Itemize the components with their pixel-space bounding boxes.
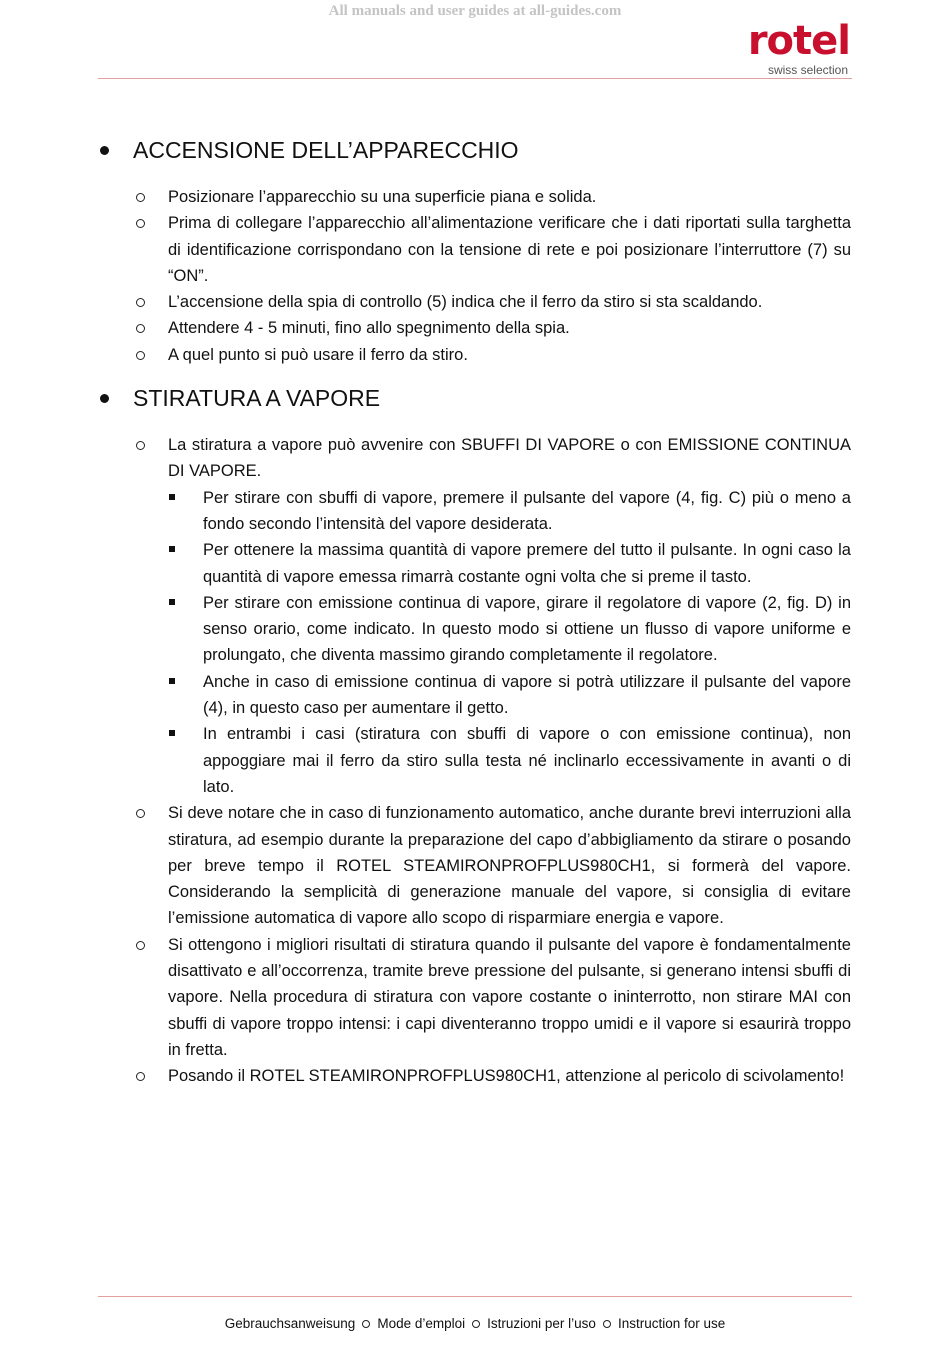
footer-label: Istruzioni per l’uso [487,1316,596,1331]
footer-nav [0,1316,950,1331]
circle-separator-icon [603,1320,611,1328]
item-list [98,432,851,1089]
circle-separator-icon [472,1320,480,1328]
sub-item-text: Anche in caso di emissione continua di vapore si potrà utilizzare il pulsante del vapore (4), in questo caso per aumentare il getto. [203,672,851,718]
brand-name: rotel [747,18,850,64]
square-bullet-icon [169,678,175,684]
item-text: La stiratura a vapore può avvenire con SBUFFI DI VAPORE o con EMISSIONE CONTINUA DI VAPORE. [168,436,851,481]
item-text: Si deve notare che in caso di funzionamento automatico, anche durante brevi interruzioni alla stiratura, ad esempio durante la preparazione del capo d’abbigliamento da stirare o posando per breve tempo il ROTEL STEAMIRONPROFPLUS980CH1, si formerà del vapore. Considerando la semplicità di generazione manuale del vapore, si consiglia di evitare l’emissione automatica di vapore allo scopo di risparmiare energia e vapore. [168,804,851,928]
item-text: Attendere 4 - 5 minuti, fino allo spegnimento della spia. [168,319,570,338]
circle-bullet-icon [136,941,145,950]
section-heading [98,380,851,416]
circle-bullet-icon [136,219,145,228]
section-heading [98,132,851,168]
footer-label: Instruction for use [617,1316,726,1331]
sub-list-item [168,669,851,722]
list-item [98,800,851,931]
square-bullet-icon [169,546,175,552]
section [98,132,851,368]
sub-list-item [168,590,851,669]
circle-bullet-icon [136,324,145,333]
bullet-icon [100,146,109,155]
list-item [98,289,851,315]
sub-item-text: Per stirare con emissione continua di vapore, girare il regolatore di vapore (2, fig. D) in senso orario, come indicato. In questo modo si ottiene un flusso di vapore uniforme e prolungato, che diventa massimo girando completamente il regolatore. [203,593,851,665]
sub-list-item [168,721,851,800]
list-item [98,342,851,368]
item-text: A quel punto si può usare il ferro da stiro. [168,345,468,364]
list-item [98,184,851,210]
circle-separator-icon [362,1320,370,1328]
footer-label: Gebrauchsanweisung [224,1316,356,1331]
item-list [98,184,851,368]
circle-bullet-icon [136,193,145,202]
sub-item-text: Per ottenere la massima quantità di vapore premere del tutto il pulsante. In ogni caso la quantità di vapore emessa rimarrà costante ogni volta che si preme il tasto. [203,541,851,586]
sub-item-text: Per stirare con sbuffi di vapore, premere il pulsante del vapore (4, fig. C) più o meno a fondo secondo l’intensità del vapore desiderata. [203,488,851,533]
watermark-text: All manuals and user guides at all-guides.com [328,3,622,19]
item-text: Posando il ROTEL STEAMIRONPROFPLUS980CH1, attenzione al pericolo di scivolamento! [168,1067,845,1086]
sub-item-text: In entrambi i casi (stiratura con sbuffi di vapore o con emissione continua), non appoggiare mai il ferro da stiro sulla testa né inclinarlo eccessivamente in avanti o di lato. [203,725,851,796]
sub-list [168,485,851,801]
header-divider [98,78,852,79]
circle-bullet-icon [136,441,145,450]
circle-bullet-icon [136,1072,145,1081]
list-item [98,432,851,800]
footer-label: Mode d’emploi [377,1316,466,1331]
square-bullet-icon [169,599,175,605]
item-text: L’accensione della spia di controllo (5) indica che il ferro da stiro si sta scaldando. [168,293,763,312]
square-bullet-icon [169,494,175,500]
sub-list-item [168,485,851,538]
section-title: ACCENSIONE DELL’APPARECCHIO [133,137,519,163]
item-text: Prima di collegare l’apparecchio all’alimentazione verificare che i dati riportati sulla targhetta di identificazione corrispondano con la tensione di rete e poi posizionare l’interruttore (7) su “ON”. [168,214,851,285]
list-item [98,315,851,341]
brand-tagline: swiss selection [767,63,848,77]
section [98,380,851,1089]
list-item [98,932,851,1063]
list-item [98,1063,851,1089]
square-bullet-icon [169,730,175,736]
circle-bullet-icon [136,809,145,818]
section-title: STIRATURA A VAPORE [133,385,381,412]
circle-bullet-icon [136,298,145,307]
bullet-icon [100,394,109,403]
sub-list-item [168,537,851,590]
list-item [98,210,851,289]
circle-bullet-icon [136,351,145,360]
item-text: Posizionare l’apparecchio su una superficie piana e solida. [168,188,597,206]
footer-divider [98,1296,852,1297]
brand-logo [710,18,850,78]
page-content [98,132,851,1090]
item-text: Si ottengono i migliori risultati di stiratura quando il pulsante del vapore è fondamentalmente disattivato e all’occorrenza, tramite breve pressione del pulsante, si generano intensi sbuffi di vapore. Nella procedura di stiratura con vapore costante o ininterrotto, non stirare MAI con sbuffi di vapore troppo intensi: i capi diventeranno troppo umidi e il vapore si esaurirà troppo in fretta. [168,935,851,1059]
